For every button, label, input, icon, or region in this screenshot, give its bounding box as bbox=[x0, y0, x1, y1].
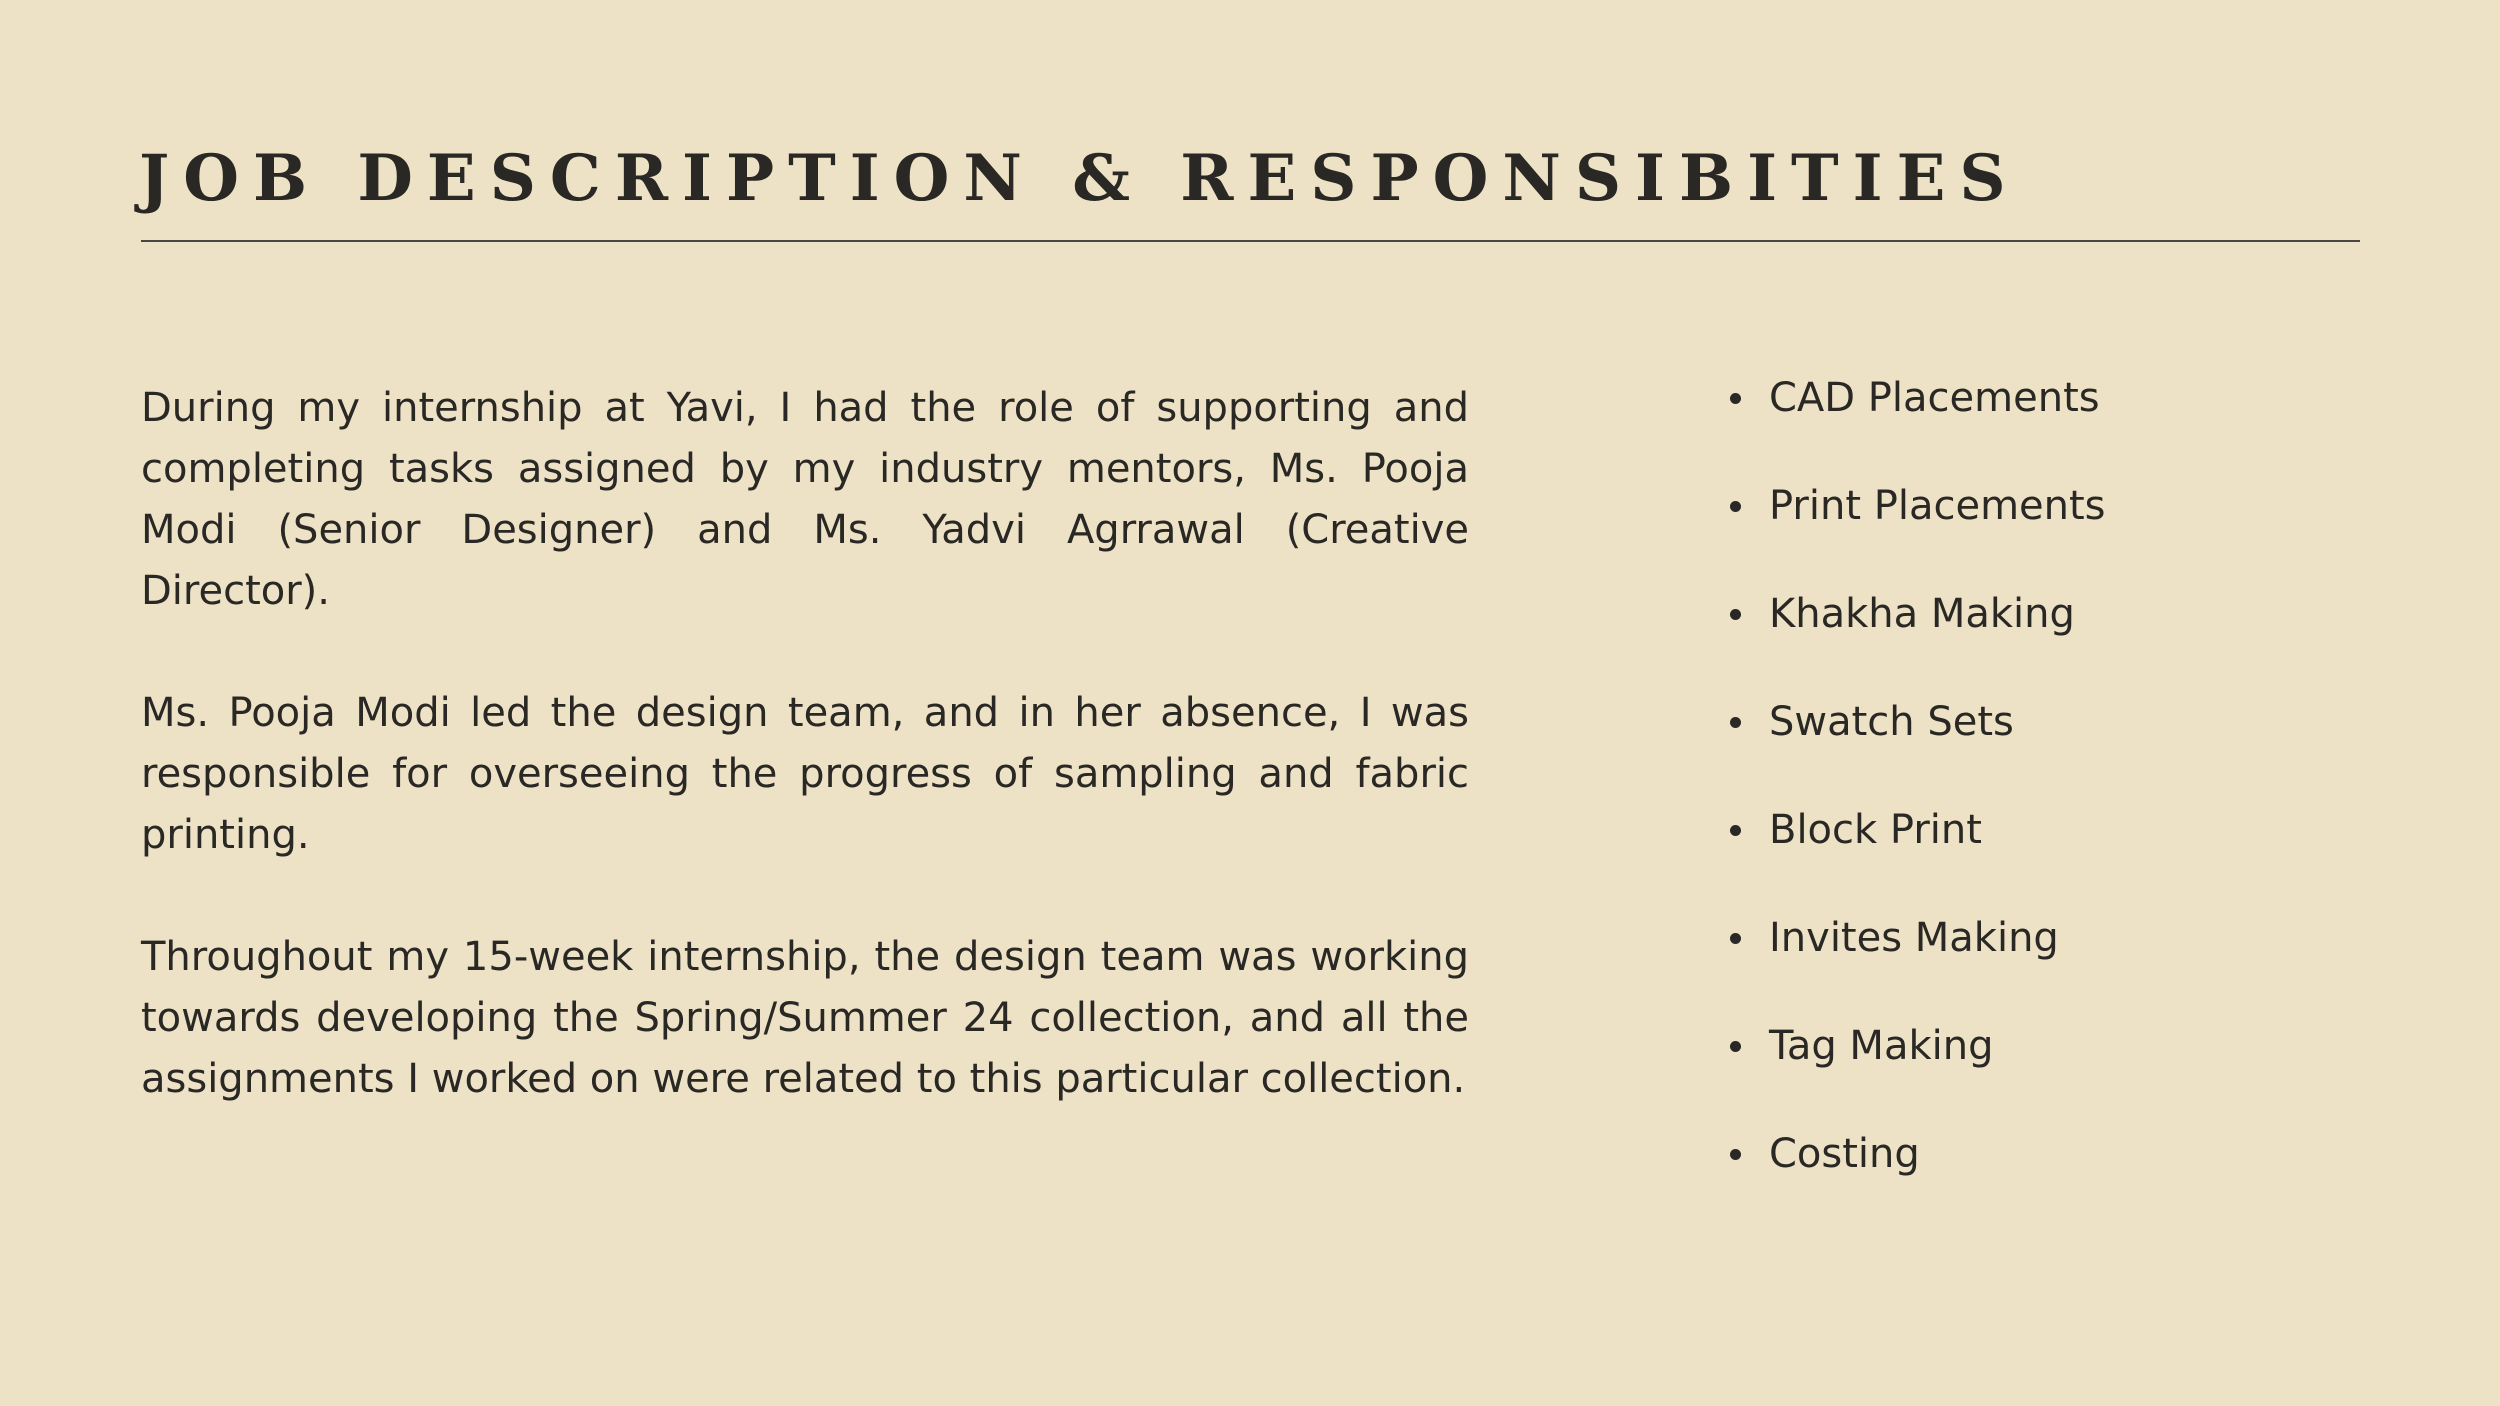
bullet-dot-icon bbox=[1730, 1149, 1741, 1160]
responsibility-label: CAD Placements bbox=[1769, 375, 2100, 421]
description-column bbox=[141, 378, 1469, 1171]
responsibility-item bbox=[1730, 798, 2430, 906]
description-paragraph-1: During my internship at Yavi, I had the role of supporting and completing tasks assigned by my industry mentors, Ms. Pooja Modi (Senior Designer) and Ms. Yadvi Agrrawal (Creative Director). bbox=[141, 385, 1469, 614]
bullet-dot-icon bbox=[1730, 609, 1741, 620]
responsibility-item bbox=[1730, 690, 2430, 798]
responsibility-label: Khakha Making bbox=[1769, 591, 2075, 637]
responsibility-label: Swatch Sets bbox=[1769, 699, 2014, 745]
responsibility-label: Print Placements bbox=[1769, 483, 2106, 529]
bullet-dot-icon bbox=[1730, 1041, 1741, 1052]
slide-title: JOB DESCRIPTION & RESPONSIBITIES bbox=[139, 141, 2020, 216]
bullet-dot-icon bbox=[1730, 825, 1741, 836]
bullet-dot-icon bbox=[1730, 933, 1741, 944]
responsibility-label: Block Print bbox=[1769, 807, 1982, 853]
responsibility-item bbox=[1730, 1014, 2430, 1122]
responsibilities-list bbox=[1730, 366, 2430, 1230]
responsibility-label: Costing bbox=[1769, 1131, 1920, 1177]
responsibility-item bbox=[1730, 906, 2430, 1014]
bullet-dot-icon bbox=[1730, 393, 1741, 404]
bullet-dot-icon bbox=[1730, 501, 1741, 512]
bullet-dot-icon bbox=[1730, 717, 1741, 728]
responsibility-item bbox=[1730, 474, 2430, 582]
description-paragraph-2: Ms. Pooja Modi led the design team, and in her absence, I was responsible for overseeing the progress of sampling and fabric printing. bbox=[141, 690, 1469, 858]
responsibility-item bbox=[1730, 582, 2430, 690]
responsibility-item bbox=[1730, 366, 2430, 474]
description-paragraph-3: Throughout my 15-week internship, the design team was working towards developing the Spring/Summer 24 collection, and all the assignments I worked on were related to this particular collection. bbox=[141, 934, 1469, 1102]
responsibility-label: Invites Making bbox=[1769, 915, 2059, 961]
responsibility-item bbox=[1730, 1122, 2430, 1230]
title-divider bbox=[141, 240, 2360, 242]
responsibility-label: Tag Making bbox=[1769, 1023, 1994, 1069]
